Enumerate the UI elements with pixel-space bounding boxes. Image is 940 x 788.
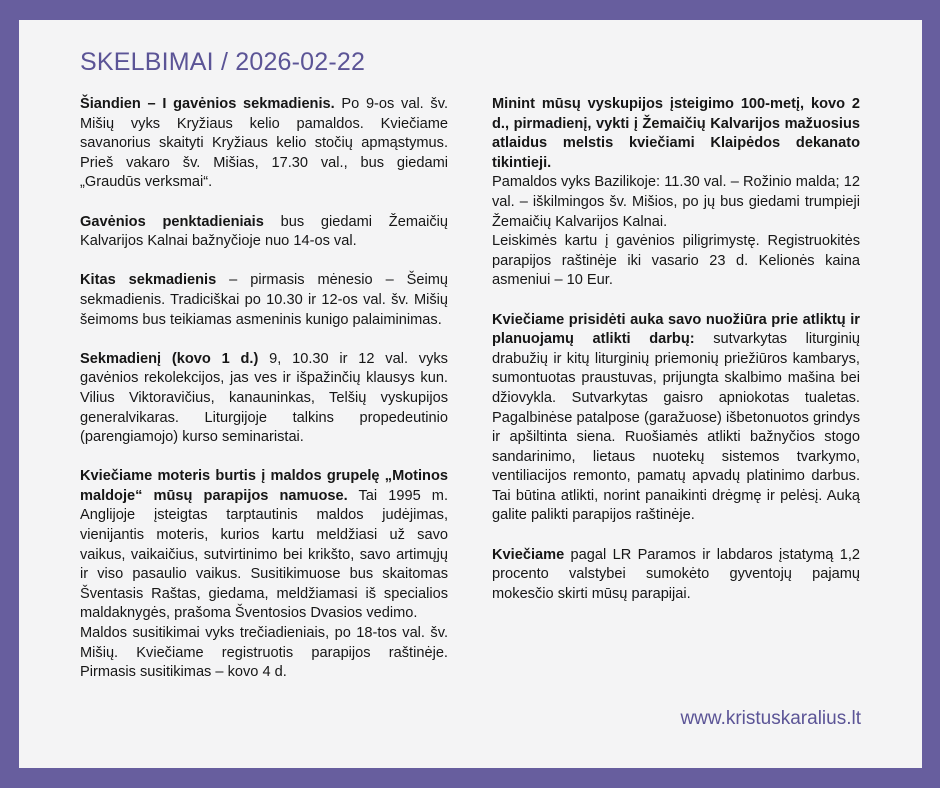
announcement-family-sunday <box>80 271 448 330</box>
announcement-heading: Gavėnios penktadieniais <box>80 213 264 230</box>
right-column <box>492 95 860 604</box>
announcement-diocese-centenary: Minint mūsų vyskupijos įsteigimo 100-metį, kovo 2 d., pirmadienį, vykti į Žemaičių Kalvarijos mažuosius atlaidus melstis kviečiami Klaipėdos dekanato tikintieji. <box>492 96 860 171</box>
announcement-centenary-schedule: Pamaldos vyks Bazilikoje: 11.30 val. – Rožinio malda; 12 val. – iškilmingos šv. Mišios, po jų bus giedami trumpieji Žemaičių Kalvarijos Kalnai. <box>492 174 860 230</box>
announcement-mothers-prayer-schedule: Maldos susitikimai vyks trečiadieniais, po 18-tos val. šv. Mišių. Kviečiame registruotis parapijos raštinėje. Pirmasis susitikimas – kovo 4 d. <box>80 625 448 681</box>
announcement-lent-retreat <box>80 350 448 448</box>
announcement-heading: Kviečiame <box>492 546 565 563</box>
page-title: SKELBIMAI / 2026-02-22 <box>80 48 366 76</box>
announcement-text: bus giedami Žemaičių Kalvarijos Kalnai bažnyčioje nuo 14-os val. <box>80 213 448 250</box>
announcement-text: pagal LR Paramos ir labdaros įstatymą 1,2 procento valstybei sumokėto gyventojų pajamų mokesčio skirti mūsų parapijai. <box>492 546 860 602</box>
announcement-pilgrimage: Leiskimės kartu į gavėnios piligrimystę. Registruokitės parapijos raštinėje iki vasario 23 d. Kelionės kaina asmeniui – 10 Eur. <box>492 233 860 289</box>
announcement-heading: Sekmadienį (kovo 1 d.) <box>80 350 259 367</box>
announcement-text: – pirmasis mėnesio – Šeimų sekmadienis. Tradiciškai po 10.30 ir 12-os val. šv. Mišių šeimoms bus teikiamas asmeninis kunigo palaiminimas. <box>80 272 448 328</box>
announcement-tax-support <box>492 546 860 605</box>
announcement-text: Tai 1995 m. Anglijoje įsteigtas tarptautinis maldos judėjimas, vienijantis moteris, kurios kartu meldžiasi už savo vaikus, vaikaičius, sutvirtinimo bei krikšto, savo artimųjų ir viso pasaulio vaikus. Susitikimuose bus skaitomas Šventasis Raštas, giedama, meldžiamasi iš specialios maldaknygės, prašoma Šventosios Dvasios vedimo. <box>80 487 448 622</box>
announcement-heading: Kviečiame prisidėti auka savo nuožiūra prie atliktų ir planuojamų atlikti darbų: <box>492 311 860 348</box>
announcement-text: 9, 10.30 ir 12 val. vyks gavėnios rekolekcijos, jas ves ir išpažinčių klausys kun. Vilius Viktoravičius, kanauninkas, Telšių vyskupijos generalvikaras. Liturgijoje talkins propedeutinio (parengiamojo) kurso seminaristai. <box>80 350 448 446</box>
announcement-heading: Kviečiame moteris burtis į maldos grupelę „Motinos maldoje“ mūsų parapijos namuose. <box>80 468 448 504</box>
left-column <box>80 95 448 683</box>
announcement-card <box>19 20 922 768</box>
announcement-text: Po 9-os val. šv. Mišių vyks Kryžiaus kelio pamaldos. Kviečiame savanorius skaityti Kryžiaus kelio stočių apmąstymus. Prieš vakaro šv. Mišias, 17.30 val., bus giedami „Graudūs verksmai“. <box>80 96 448 191</box>
announcement-heading: Kitas sekmadienis <box>80 272 217 289</box>
announcement-text: sutvarkytas liturginių drabužių ir kitų liturginių priemonių priežiūros kambarys, sumontuotas praustuvas, prijungta skalbimo mašina bei džiovykla. Sutvarkytas gaisro apniokotas tualetas. Pagalbinėse patalpose (garažuose) išbetonuotos grindys ir apšiltinta siena. Ruošiamės atlikti bažnyčios stogo sandarinimo, lietaus nuotekų sistemos tvarkymo, ventiliacijos remonto, pamatų apvadų platinimo darbus. Tai būtina atlikti, norint panaikinti drėgmę ir pelėsį. Auką galite palikti parapijos raštinėje. <box>492 331 860 524</box>
announcement-lent-fridays <box>80 213 448 252</box>
website-link[interactable]: www.kristuskaralius.lt <box>680 708 861 729</box>
announcement-mothers-prayer <box>80 467 448 624</box>
announcement-heading: Šiandien – I gavėnios sekmadienis. <box>80 96 335 112</box>
announcement-donations <box>492 311 860 527</box>
announcement-first-sunday-lent <box>80 95 448 193</box>
